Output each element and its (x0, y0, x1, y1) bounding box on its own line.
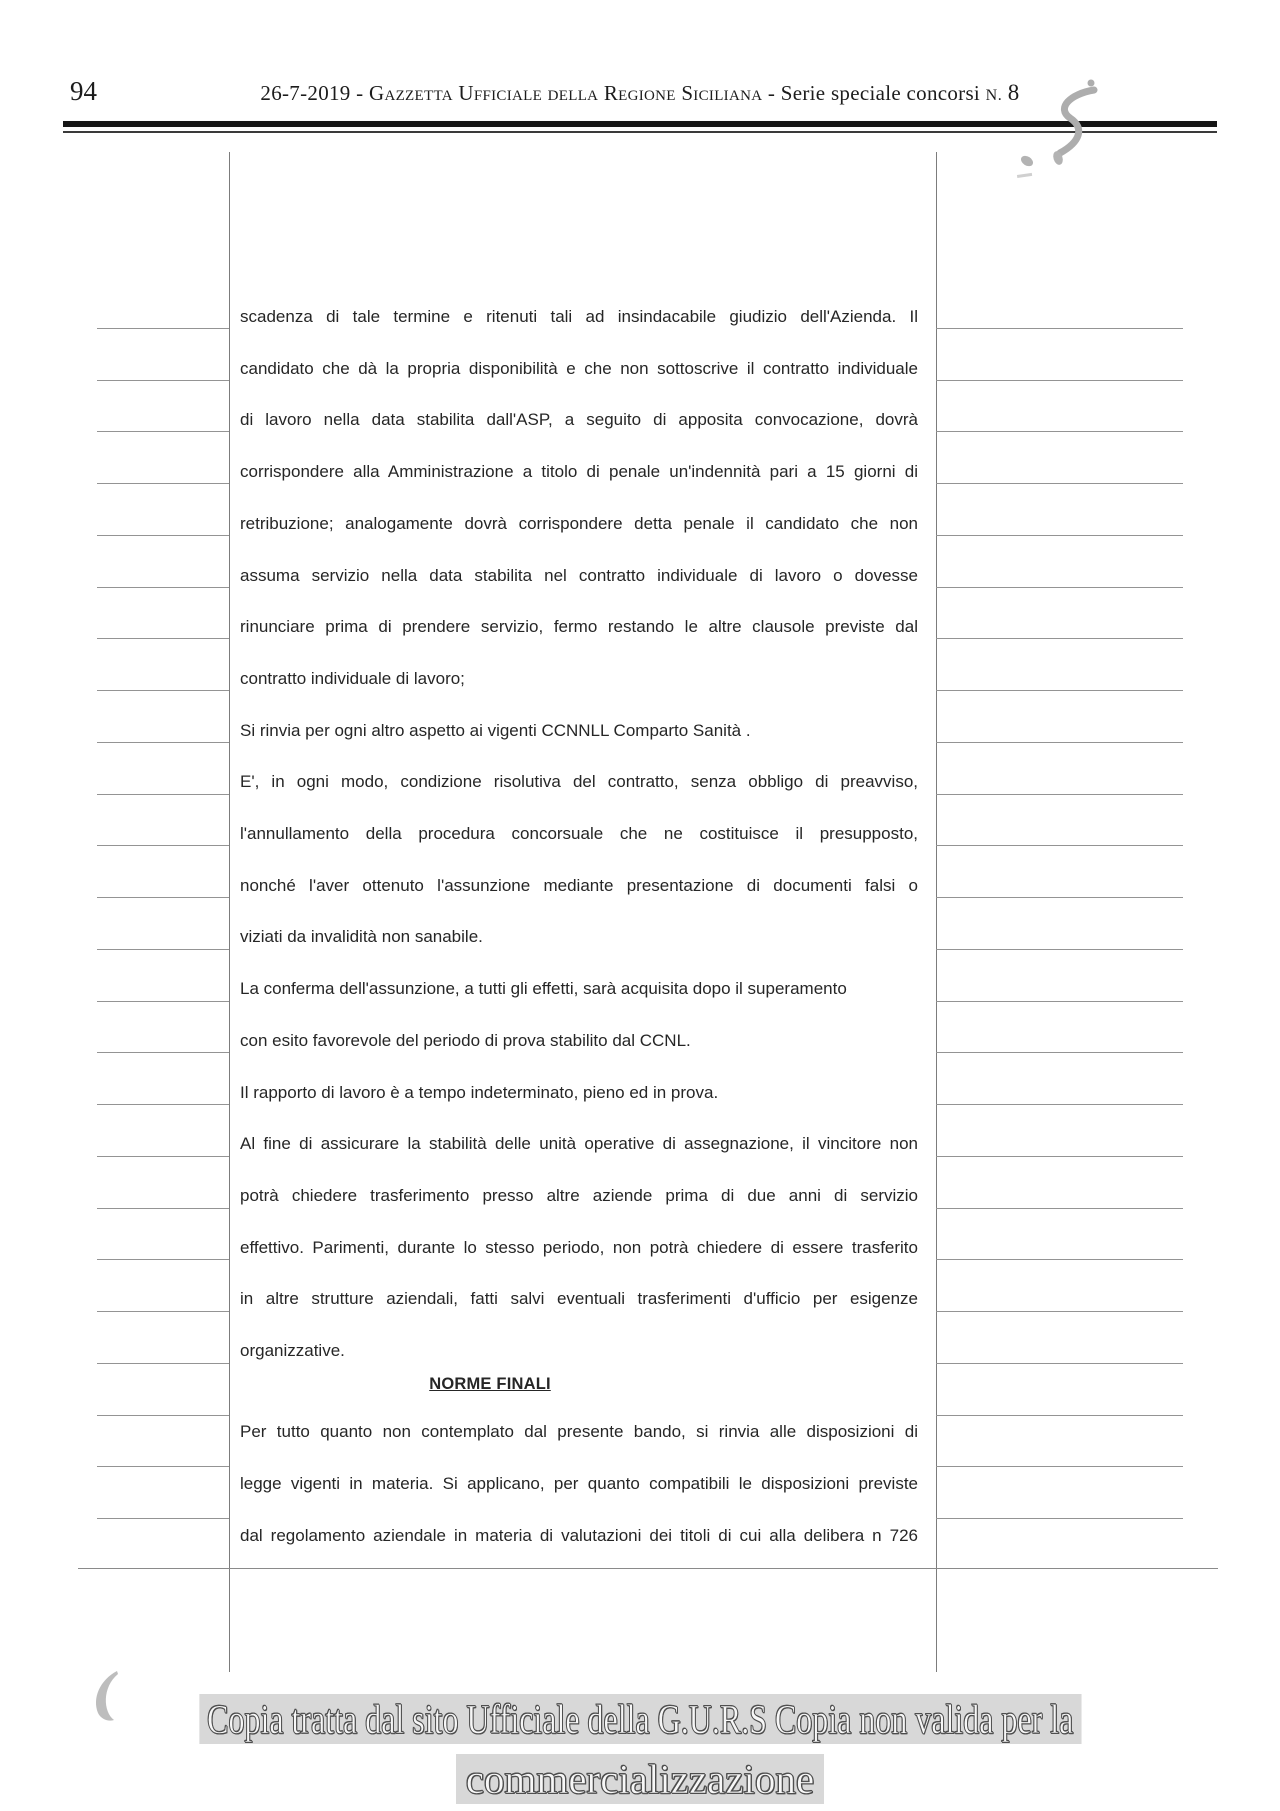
margin-rule (936, 380, 1183, 381)
margin-rule (97, 845, 229, 846)
margin-rule (97, 431, 229, 432)
margin-rule (97, 1259, 229, 1260)
text-line: candidato che dà la propria disponibilità e che non sottoscrive il contratto individuale (240, 359, 918, 378)
margin-rule (936, 690, 1183, 691)
text-line: Si rinvia per ogni altro aspetto ai vigenti CCNNLL Comparto Sanità . (240, 721, 751, 740)
text-line: Il rapporto di lavoro è a tempo indeterminato, pieno ed in prova. (240, 1083, 719, 1102)
text-line: retribuzione; analogamente dovrà corrispondere detta penale il candidato che non (240, 514, 918, 533)
header-date: 26-7-2019 (260, 81, 351, 105)
margin-rule (97, 1104, 229, 1105)
margin-rule (936, 1104, 1183, 1105)
margin-rule (936, 949, 1183, 950)
bottom-full-rule (78, 1568, 1218, 1569)
text-line: E', in ogni modo, condizione risolutiva del contratto, senza obbligo di preavviso, (240, 772, 918, 791)
margin-rule (97, 1363, 229, 1364)
page-number: 94 (70, 76, 97, 106)
margin-rule (97, 483, 229, 484)
text-line: effettivo. Parimenti, durante lo stesso periodo, non potrà chiedere di essere trasferito (240, 1238, 918, 1257)
text-line: in altre strutture aziendali, fatti salvi eventuali trasferimenti d'ufficio per esigenze (240, 1289, 918, 1308)
header-separator: - (350, 81, 369, 105)
script-s-watermark-icon (1012, 68, 1122, 183)
margin-rule (936, 535, 1183, 536)
margin-rule (936, 1363, 1183, 1364)
margin-rule (97, 1052, 229, 1053)
margin-rule (936, 431, 1183, 432)
margin-rule (97, 535, 229, 536)
text-line: Per tutto quanto non contemplato dal presente bando, si rinvia alle disposizioni di (240, 1422, 918, 1441)
text-line: nonché l'aver ottenuto l'assunzione mediante presentazione di documenti falsi o (240, 876, 918, 895)
text-line: viziati da invalidità non sanabile. (240, 927, 483, 946)
margin-rule (936, 638, 1183, 639)
margin-rule (97, 587, 229, 588)
text-line: legge vigenti in materia. Si applicano, per quanto compatibili le disposizioni previste (240, 1474, 918, 1493)
margin-rule (936, 1259, 1183, 1260)
text-line: La conferma dell'assunzione, a tutti gli effetti, sarà acquisita dopo il superamento (240, 979, 847, 998)
text-line: con esito favorevole del periodo di prova stabilito dal CCNL. (240, 1031, 691, 1050)
margin-rule (936, 587, 1183, 588)
footer-watermark-line2: commercializzazione (456, 1754, 824, 1804)
margin-rule (936, 1052, 1183, 1053)
margin-rule (97, 1518, 229, 1519)
margin-rule (936, 1156, 1183, 1157)
section-heading: NORME FINALI (429, 1375, 551, 1393)
issue-number: 8 (1007, 80, 1020, 105)
margin-rule (97, 794, 229, 795)
margin-rule (97, 380, 229, 381)
text-line: Al fine di assicurare la stabilità delle unità operative di assegnazione, il vincitore non (240, 1134, 918, 1153)
margin-rule (97, 328, 229, 329)
header-series: - Serie speciale concorsi (762, 81, 981, 105)
text-line: l'annullamento della procedura concorsuale che ne costituisce il presupposto, (240, 824, 918, 843)
margin-rule (936, 1415, 1183, 1416)
margin-rule (97, 1001, 229, 1002)
margin-rule (97, 1208, 229, 1209)
text-line: di lavoro nella data stabilita dall'ASP, a seguito di apposita convocazione, dovrà (240, 410, 918, 429)
margin-rule (97, 1311, 229, 1312)
margin-rule (97, 1466, 229, 1467)
margin-rule (97, 638, 229, 639)
issue-label: N. (985, 87, 1003, 104)
margin-rule (936, 1311, 1183, 1312)
gazette-title: Gazzetta Ufficiale della Regione Siciliana (369, 81, 763, 105)
margin-rule (936, 1518, 1183, 1519)
margin-rule (97, 690, 229, 691)
text-line: organizzative. (240, 1341, 345, 1360)
margin-rule (936, 1001, 1183, 1002)
text-line: corrispondere alla Amministrazione a titolo di penale un'indennità pari a 15 giorni di (240, 462, 918, 481)
margin-rule (936, 794, 1183, 795)
margin-rule (936, 1466, 1183, 1467)
text-line: rinunciare prima di prendere servizio, fermo restando le altre clausole previste dal (240, 617, 918, 636)
footer-watermark-line1: Copia tratta dal sito Ufficiale della G.U.R.S Copia non valida per la (199, 1694, 1081, 1744)
margin-rule (936, 328, 1183, 329)
text-line: dal regolamento aziendale in materia di valutazioni dei titoli di cui alla delibera n 726 (240, 1526, 918, 1545)
margin-rule (936, 483, 1183, 484)
margin-rule (97, 949, 229, 950)
margin-rule (936, 1208, 1183, 1209)
text-line: potrà chiedere trasferimento presso altre aziende prima di due anni di servizio (240, 1186, 918, 1205)
margin-rule (97, 1156, 229, 1157)
margin-rule (936, 845, 1183, 846)
margin-rule (936, 897, 1183, 898)
left-column-rule (229, 152, 230, 1672)
margin-rule (97, 1415, 229, 1416)
margin-rule (936, 742, 1183, 743)
text-line: assuma servizio nella data stabilita nel contratto individuale di lavoro o dovesse (240, 566, 918, 585)
margin-rule (97, 897, 229, 898)
text-line: scadenza di tale termine e ritenuti tali ad insindacabile giudizio dell'Azienda. Il (240, 307, 918, 326)
margin-rule (97, 742, 229, 743)
footer-watermark (0, 1694, 1280, 1811)
text-line: contratto individuale di lavoro; (240, 669, 465, 688)
